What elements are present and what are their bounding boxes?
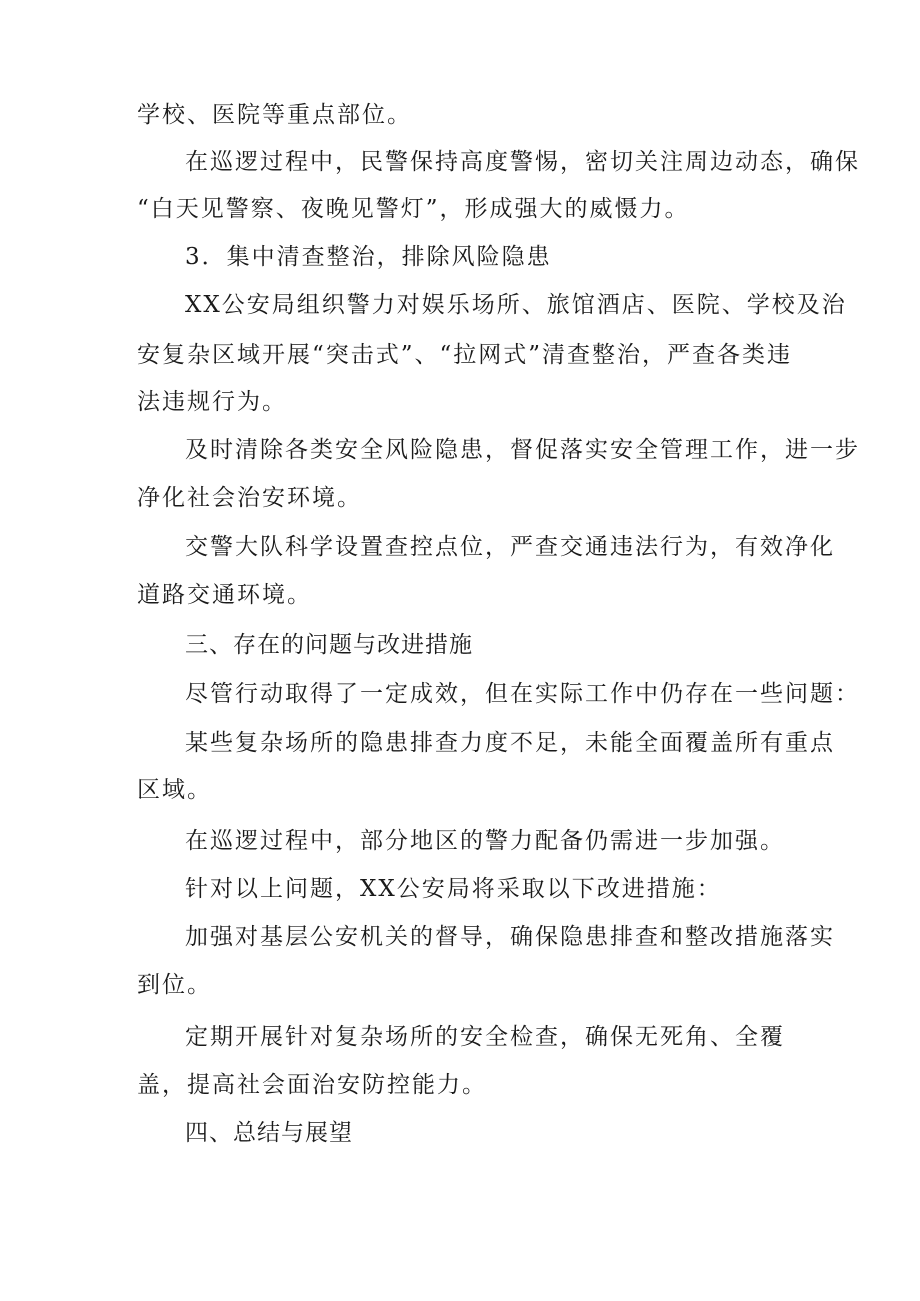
paragraph-line: 到位。 — [137, 972, 212, 998]
paragraph-line: 盖，提高社会面治安防控能力。 — [137, 1072, 487, 1098]
paragraph-line: 在巡逻过程中，民警保持高度警惕，密切关注周边动态，确保 — [185, 149, 860, 175]
subsection-heading: 3．集中清查整治，排除风险隐患 — [185, 244, 552, 270]
paragraph-line: 交警大队科学设置查控点位，严查交通违法行为，有效净化 — [185, 534, 835, 560]
paragraph-line: 学校、医院等重点部位。 — [137, 102, 412, 128]
paragraph-line: 针对以上问题，XX公安局将采取以下改进措施： — [185, 876, 722, 902]
paragraph-line: 净化社会治安环境。 — [137, 485, 362, 511]
paragraph-line: 道路交通环境。 — [137, 582, 312, 608]
paragraph-line: 安复杂区域开展“突击式”、“拉网式”清查整治，严查各类违 — [137, 342, 793, 368]
section-heading-3: 三、存在的问题与改进措施 — [185, 632, 473, 658]
paragraph-line: XX公安局组织警力对娱乐场所、旅馆酒店、医院、学校及治 — [185, 292, 847, 318]
paragraph-line: 法违规行为。 — [137, 389, 287, 415]
paragraph-line: 及时清除各类安全风险隐患，督促落实安全管理工作，进一步 — [185, 437, 860, 463]
paragraph-line: 某些复杂场所的隐患排查力度不足，未能全面覆盖所有重点 — [185, 730, 835, 756]
paragraph-line: 区域。 — [137, 777, 212, 803]
paragraph-line: 定期开展针对复杂场所的安全检查，确保无死角、全覆 — [185, 1024, 785, 1050]
paragraph-line: 在巡逻过程中，部分地区的警力配备仍需进一步加强。 — [185, 828, 785, 854]
paragraph-line: “白天见警察、夜晚见警灯”，形成强大的威慑力。 — [137, 196, 690, 222]
section-heading-4: 四、总结与展望 — [185, 1120, 353, 1146]
paragraph-line: 尽管行动取得了一定成效，但在实际工作中仍存在一些问题： — [185, 681, 860, 707]
paragraph-line: 加强对基层公安机关的督导，确保隐患排查和整改措施落实 — [185, 924, 835, 950]
